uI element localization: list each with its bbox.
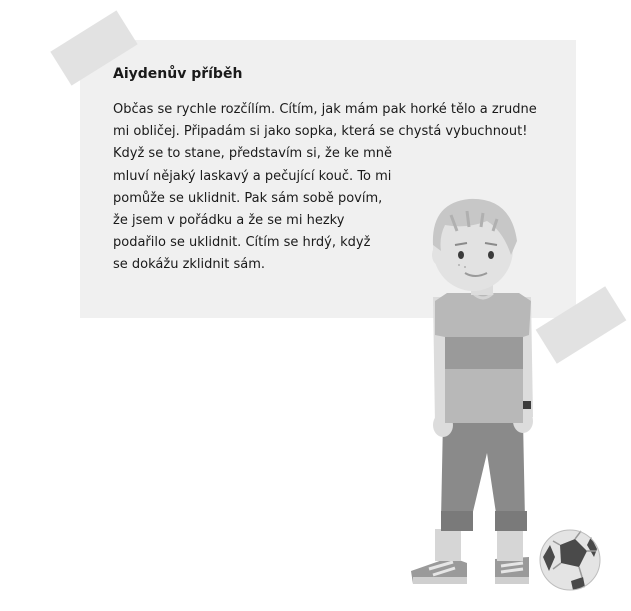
- story-line: se dokážu zklidnit sám.: [113, 257, 266, 273]
- story-line: podařilo se uklidnit. Cítím se hrdý, když: [113, 235, 371, 251]
- soccer-ball-icon: [540, 530, 600, 590]
- story-line: že jsem v pořádku a že se mi hezky: [113, 213, 345, 229]
- story-line: mluví nějaký laskavý a pečující kouč. To mi: [113, 168, 392, 184]
- story-line: mi obličej. Připadám si jako sopka, která se chystá vybuchnout!: [113, 124, 528, 140]
- story-line: Když se to stane, představím si, že ke mně: [113, 146, 393, 162]
- illustration: [395, 185, 625, 605]
- story-line: Občas se rychle rozčílím. Cítím, jak mám pak horké tělo a zrudne: [113, 102, 537, 117]
- boy-standing-icon: [411, 199, 533, 584]
- story-line: pomůže se uklidnit. Pak sám sobě povím,: [113, 190, 383, 206]
- story-title: Aiydenův příběh: [113, 66, 243, 82]
